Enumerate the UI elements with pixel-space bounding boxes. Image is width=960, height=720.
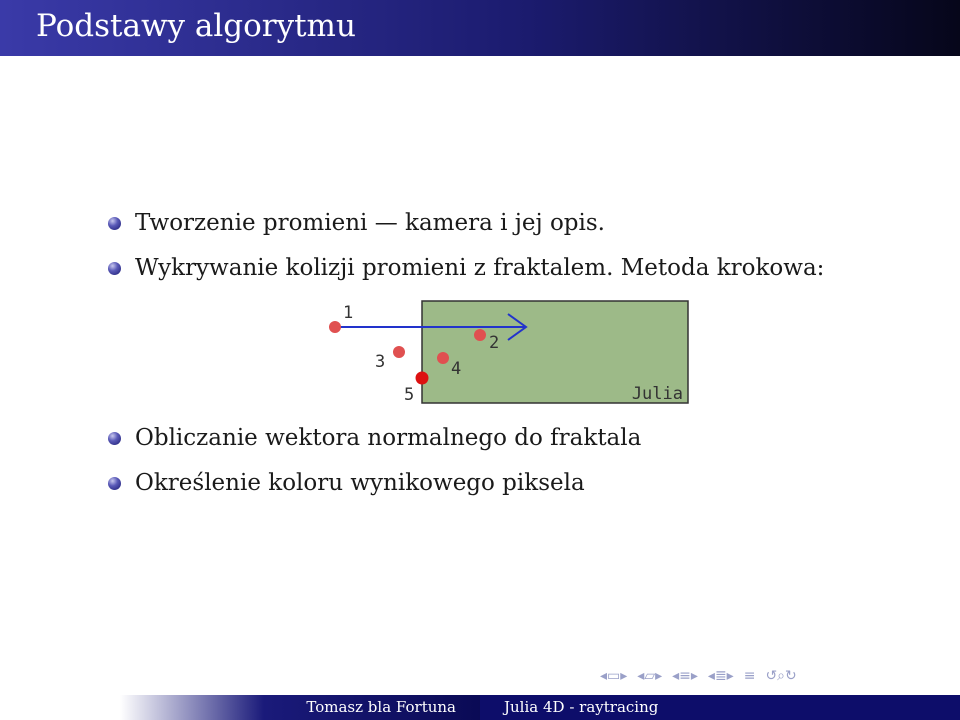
point-label-1: 1 [343,303,354,323]
nav-section-icon[interactable]: ◂≣▸ [707,668,734,684]
step-point-3 [393,346,405,358]
step-point-1 [329,321,341,333]
bullet-item [108,425,641,451]
step-point-4 [437,352,449,364]
title-bar [0,0,960,56]
point-label-2: 2 [489,333,500,353]
footer-bar [0,695,960,720]
julia-box-label: Julia [631,384,683,404]
footer-right [480,695,960,720]
point-label-3: 3 [375,352,386,372]
nav-frame-left-icon[interactable]: ◂▭▸ [600,668,628,684]
bullet-item [108,255,824,281]
footer-author: Tomasz bla Fortuna [306,698,456,716]
bullet-ball-icon [108,262,121,275]
bullet-ball-icon [108,477,121,490]
nav-search-icon[interactable]: ↺⌕↻ [765,668,797,684]
point-label-5: 5 [404,385,415,405]
step-point-2 [474,329,486,341]
bullet-ball-icon [108,432,121,445]
step-method-diagram [300,290,700,410]
nav-frame-right-icon[interactable]: ◂▱▸ [637,668,663,684]
bullet-item [108,470,585,496]
bullet-text: Wykrywanie kolizji promieni z fraktalem. Metoda krokowa: [135,255,825,281]
slide-title: Podstawy algorytmu [36,8,356,44]
point-label-4: 4 [451,359,462,379]
footer-talk-title: Julia 4D - raytracing [504,698,659,716]
nav-align-icon[interactable]: ≡ [743,668,756,684]
nav-subsection-icon[interactable]: ◂≡▸ [672,668,698,684]
bullet-text: Tworzenie promieni — kamera i jej opis. [135,210,605,236]
step-point-5 [416,372,429,385]
footer-left [0,695,480,720]
bullet-text: Określenie koloru wynikowego piksela [135,470,585,496]
beamer-navigation[interactable] [600,668,797,684]
bullet-ball-icon [108,217,121,230]
bullet-text: Obliczanie wektora normalnego do fraktala [135,425,642,451]
bullet-item [108,210,605,236]
